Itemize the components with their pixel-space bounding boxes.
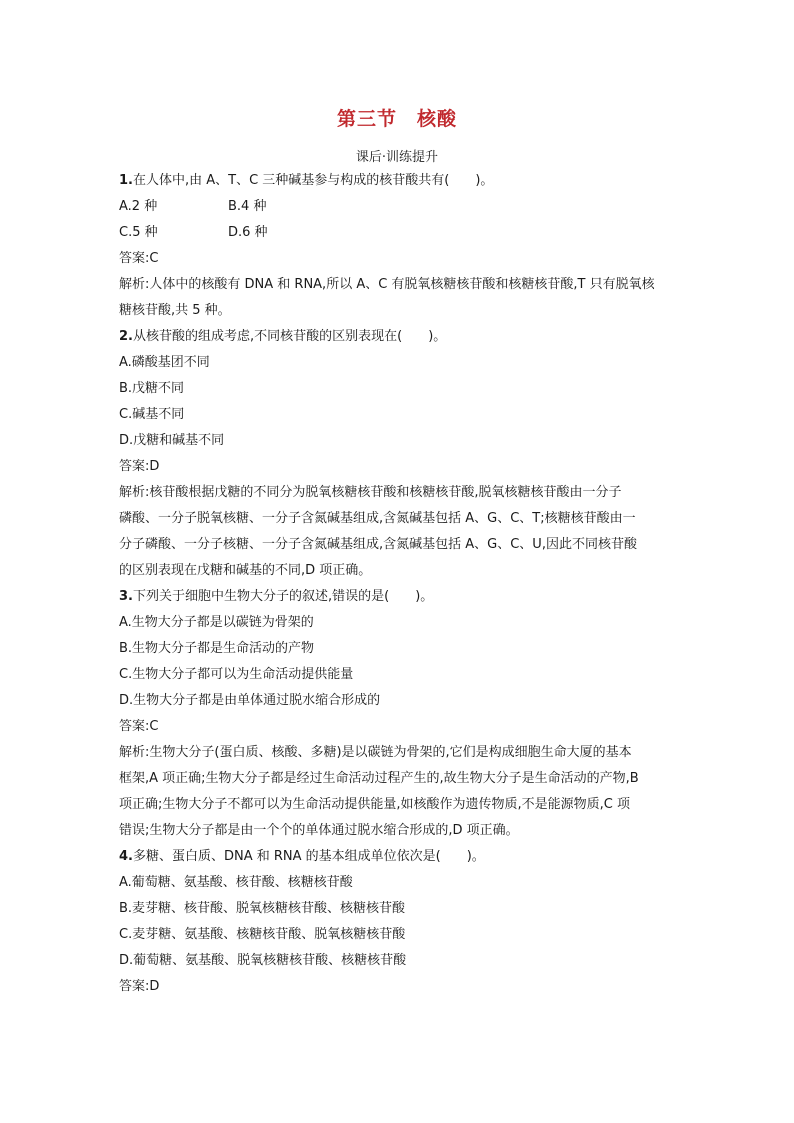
option-row	[119, 194, 679, 220]
answer: 答案:C	[119, 719, 159, 734]
answer: 答案:D	[119, 979, 160, 994]
question-2	[119, 324, 679, 584]
option-a: A.2 种	[119, 199, 158, 214]
option-row	[119, 220, 679, 246]
analysis-line: 解析:人体中的核酸有 DNA 和 RNA,所以 A、C 有脱氧核糖核苷酸和核糖核苷酸,T 只有脱氧核	[119, 277, 655, 292]
answer: 答案:D	[119, 459, 160, 474]
page-title: 第三节 核酸	[336, 108, 457, 130]
page-subtitle: 课后·训练提升	[355, 150, 439, 165]
analysis-line: 解析:生物大分子(蛋白质、核酸、多糖)是以碳链为骨架的,它们是构成细胞生命大厦的基本	[119, 745, 632, 760]
answer: 答案:C	[119, 251, 159, 266]
question-1	[119, 168, 679, 324]
question-text: 从核苷酸的组成考虑,不同核苷酸的区别表现在( )。	[132, 329, 447, 344]
question-text: 在人体中,由 A、T、C 三种碱基参与构成的核苷酸共有( )。	[132, 173, 494, 188]
question-number: 4.	[119, 849, 133, 864]
option-a: A.生物大分子都是以碳链为骨架的	[119, 615, 314, 630]
analysis-line: 分子磷酸、一分子核糖、一分子含氮碱基组成,含氮碱基包括 A、G、C、U,因此不同核苷酸	[119, 537, 637, 552]
question-number: 3.	[119, 589, 133, 604]
option-b: B.生物大分子都是生命活动的产物	[119, 641, 315, 656]
option-d: D.生物大分子都是由单体通过脱水缩合形成的	[119, 693, 381, 708]
option-c: C.5 种	[119, 225, 158, 240]
option-b: B.麦芽糖、核苷酸、脱氧核糖核苷酸、核糖核苷酸	[119, 901, 406, 916]
question-stem	[119, 844, 679, 870]
analysis-line: 项正确;生物大分子不都可以为生命活动提供能量,如核酸作为遗传物质,不是能源物质,C 项	[119, 797, 630, 812]
question-text: 下列关于细胞中生物大分子的叙述,错误的是( )。	[132, 589, 434, 604]
option-c: C.麦芽糖、氨基酸、核糖核苷酸、脱氧核糖核苷酸	[119, 927, 406, 942]
option-d: D.葡萄糖、氨基酸、脱氧核糖核苷酸、核糖核苷酸	[119, 953, 407, 968]
option-b: B.4 种	[228, 199, 267, 214]
question-stem	[119, 324, 679, 350]
option-b: B.戊糖不同	[119, 381, 185, 396]
analysis-line: 框架,A 项正确;生物大分子都是经过生命活动过程产生的,故生物大分子是生命活动的产物,B	[119, 771, 639, 786]
question-number: 1.	[119, 173, 133, 188]
analysis-line: 糖核苷酸,共 5 种。	[119, 303, 231, 318]
question-3	[119, 584, 679, 844]
option-c: C.碱基不同	[119, 407, 185, 422]
analysis-line: 的区别表现在戊糖和碱基的不同,D 项正确。	[119, 563, 372, 578]
option-a: A.磷酸基团不同	[119, 355, 210, 370]
question-stem	[119, 168, 679, 194]
question-text: 多糖、蛋白质、DNA 和 RNA 的基本组成单位依次是( )。	[132, 849, 485, 864]
option-d: D.6 种	[228, 225, 268, 240]
question-list	[119, 168, 679, 1000]
option-c: C.生物大分子都可以为生命活动提供能量	[119, 667, 354, 682]
question-number: 2.	[119, 329, 133, 344]
question-4	[119, 844, 679, 1000]
analysis-line: 错误;生物大分子都是由一个个的单体通过脱水缩合形成的,D 项正确。	[119, 823, 519, 838]
analysis-line: 磷酸、一分子脱氧核糖、一分子含氮碱基组成,含氮碱基包括 A、G、C、T;核糖核苷酸由一	[119, 511, 636, 526]
option-a: A.葡萄糖、氨基酸、核苷酸、核糖核苷酸	[119, 875, 353, 890]
question-stem	[119, 584, 679, 610]
analysis-line: 解析:核苷酸根据戊糖的不同分为脱氧核糖核苷酸和核糖核苷酸,脱氧核糖核苷酸由一分子	[119, 485, 622, 500]
option-d: D.戊糖和碱基不同	[119, 433, 225, 448]
